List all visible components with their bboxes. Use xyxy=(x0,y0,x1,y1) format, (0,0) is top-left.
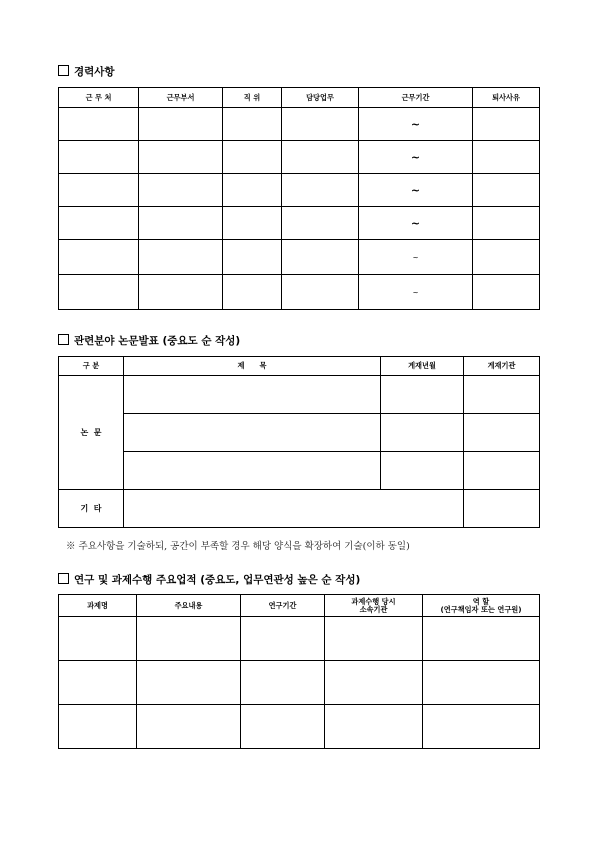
career-cell[interactable] xyxy=(282,108,359,141)
paper-title-cell[interactable] xyxy=(124,376,381,414)
period-tilde: ~ xyxy=(412,288,419,297)
career-cell[interactable] xyxy=(223,174,282,207)
period-tilde: ~ xyxy=(410,150,421,164)
research-cell[interactable] xyxy=(59,617,137,661)
other-publisher-cell[interactable] xyxy=(464,490,540,528)
career-cell[interactable] xyxy=(59,141,139,174)
research-header-affiliation: 과제수행 당시 소속기관 xyxy=(325,595,423,617)
paper-date-cell[interactable] xyxy=(381,376,464,414)
career-section-title xyxy=(58,64,115,79)
career-cell[interactable] xyxy=(473,207,540,240)
period-tilde: ~ xyxy=(410,216,421,230)
career-cell[interactable] xyxy=(59,108,139,141)
career-header-department: 근무부서 xyxy=(139,88,223,108)
research-header-project: 과제명 xyxy=(59,595,137,617)
paper-publisher-cell[interactable] xyxy=(464,452,540,490)
papers-title-text: 관련분야 논문발표 (중요도 순 작성) xyxy=(74,335,241,347)
other-row-label: 기 타 xyxy=(59,490,124,528)
career-period-cell[interactable] xyxy=(359,275,473,310)
research-header-period: 연구기간 xyxy=(241,595,325,617)
table-row xyxy=(59,108,540,141)
career-header-row xyxy=(59,88,540,108)
table-row xyxy=(59,376,540,414)
career-cell[interactable] xyxy=(223,108,282,141)
career-cell[interactable] xyxy=(223,141,282,174)
checkbox-square-icon xyxy=(58,573,69,584)
papers-header-title: 제 목 xyxy=(124,357,381,376)
research-cell[interactable] xyxy=(59,661,137,705)
checkbox-square-icon xyxy=(58,65,69,76)
career-header-position: 직 위 xyxy=(223,88,282,108)
papers-header-pub-date: 게재년월 xyxy=(381,357,464,376)
research-cell[interactable] xyxy=(423,617,540,661)
career-header-leave-reason: 퇴사사유 xyxy=(473,88,540,108)
research-header-row xyxy=(59,595,540,617)
papers-header-publisher: 게재기관 xyxy=(464,357,540,376)
note-text: ※ 주요사항을 기술하되, 공간이 부족할 경우 해당 양식을 확장하여 기술(이하 동일) xyxy=(66,541,410,552)
table-row xyxy=(59,414,540,452)
career-cell[interactable] xyxy=(282,141,359,174)
research-cell[interactable] xyxy=(423,705,540,749)
career-cell[interactable] xyxy=(139,275,223,310)
career-cell[interactable] xyxy=(139,207,223,240)
paper-row-label: 논 문 xyxy=(59,376,124,490)
career-cell[interactable] xyxy=(223,240,282,275)
career-cell[interactable] xyxy=(59,240,139,275)
career-title-text: 경력사항 xyxy=(74,66,115,78)
career-period-cell[interactable] xyxy=(359,108,473,141)
papers-section-title xyxy=(58,333,240,348)
career-cell[interactable] xyxy=(59,275,139,310)
paper-date-cell[interactable] xyxy=(381,452,464,490)
research-cell[interactable] xyxy=(423,661,540,705)
papers-table xyxy=(58,356,540,528)
career-cell[interactable] xyxy=(139,174,223,207)
paper-publisher-cell[interactable] xyxy=(464,376,540,414)
career-header-period: 근무기간 xyxy=(359,88,473,108)
research-section-title xyxy=(58,572,360,587)
career-cell[interactable] xyxy=(473,174,540,207)
research-cell[interactable] xyxy=(325,617,423,661)
checkbox-square-icon xyxy=(58,334,69,345)
research-cell[interactable] xyxy=(241,705,325,749)
research-cell[interactable] xyxy=(137,661,241,705)
career-cell[interactable] xyxy=(473,240,540,275)
career-cell[interactable] xyxy=(282,240,359,275)
period-tilde: ~ xyxy=(410,183,421,197)
career-cell[interactable] xyxy=(223,275,282,310)
career-period-cell[interactable] xyxy=(359,207,473,240)
career-cell[interactable] xyxy=(223,207,282,240)
career-header-workplace: 근 무 처 xyxy=(59,88,139,108)
career-cell[interactable] xyxy=(282,275,359,310)
career-period-cell[interactable] xyxy=(359,174,473,207)
paper-title-cell[interactable] xyxy=(124,414,381,452)
table-row xyxy=(59,240,540,275)
career-cell[interactable] xyxy=(139,240,223,275)
research-header-content: 주요내용 xyxy=(137,595,241,617)
career-cell[interactable] xyxy=(473,141,540,174)
table-row xyxy=(59,705,540,749)
research-cell[interactable] xyxy=(325,705,423,749)
career-cell[interactable] xyxy=(282,174,359,207)
research-cell[interactable] xyxy=(59,705,137,749)
other-content-cell[interactable] xyxy=(124,490,464,528)
career-period-cell[interactable] xyxy=(359,240,473,275)
research-cell[interactable] xyxy=(325,661,423,705)
research-cell[interactable] xyxy=(241,661,325,705)
table-row xyxy=(59,617,540,661)
career-cell[interactable] xyxy=(473,108,540,141)
table-row xyxy=(59,275,540,310)
career-cell[interactable] xyxy=(282,207,359,240)
research-cell[interactable] xyxy=(241,617,325,661)
table-row xyxy=(59,174,540,207)
career-header-duty: 담당업무 xyxy=(282,88,359,108)
period-tilde: ~ xyxy=(410,117,421,131)
career-cell[interactable] xyxy=(139,141,223,174)
paper-publisher-cell[interactable] xyxy=(464,414,540,452)
career-table xyxy=(58,87,540,310)
table-row xyxy=(59,452,540,490)
period-tilde: ~ xyxy=(412,253,419,262)
career-cell[interactable] xyxy=(59,207,139,240)
paper-date-cell[interactable] xyxy=(381,414,464,452)
research-header-role: 역 할 (연구책임자 또는 연구원) xyxy=(423,595,540,617)
table-row xyxy=(59,207,540,240)
research-table xyxy=(58,594,540,749)
table-row xyxy=(59,661,540,705)
career-cell[interactable] xyxy=(59,174,139,207)
table-row xyxy=(59,141,540,174)
papers-header-row xyxy=(59,357,540,376)
career-cell[interactable] xyxy=(139,108,223,141)
papers-header-category: 구 분 xyxy=(59,357,124,376)
career-period-cell[interactable] xyxy=(359,141,473,174)
research-title-text: 연구 및 과제수행 주요업적 (중요도, 업무연관성 높은 순 작성) xyxy=(74,574,361,586)
table-row xyxy=(59,490,540,528)
research-cell[interactable] xyxy=(137,705,241,749)
paper-title-cell[interactable] xyxy=(124,452,381,490)
research-cell[interactable] xyxy=(137,617,241,661)
career-cell[interactable] xyxy=(473,275,540,310)
